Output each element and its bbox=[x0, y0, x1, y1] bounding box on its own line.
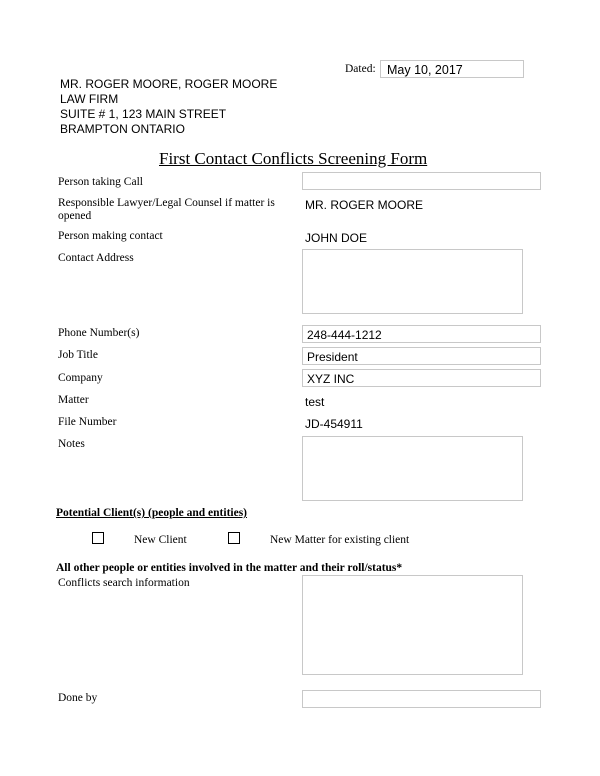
phone-numbers-field[interactable] bbox=[302, 325, 541, 343]
done-by-field[interactable] bbox=[302, 690, 541, 708]
responsible-lawyer-label bbox=[58, 197, 275, 223]
form-title: First Contact Conflicts Screening Form bbox=[159, 149, 428, 168]
potential-clients-heading: Potential Client(s) (people and entities) bbox=[56, 507, 248, 519]
contact-address-field[interactable] bbox=[302, 249, 523, 314]
responsible-lawyer-value[interactable]: MR. ROGER MOORE bbox=[305, 198, 424, 212]
company-field[interactable] bbox=[302, 369, 541, 387]
done-by-label: Done by bbox=[58, 692, 98, 704]
matter-value[interactable]: test bbox=[305, 395, 325, 409]
new-matter-label: New Matter for existing client bbox=[270, 534, 410, 546]
notes-label: Notes bbox=[58, 438, 85, 450]
new-matter-checkbox[interactable] bbox=[228, 532, 240, 544]
others-heading: All other people or entities involved in the matter and their roll/status* bbox=[56, 562, 403, 574]
responsible-lawyer-label-line2: opened bbox=[58, 210, 92, 222]
person-making-contact-value[interactable]: JOHN DOE bbox=[305, 231, 368, 245]
phone-numbers-value: 248-444-1212 bbox=[307, 328, 382, 342]
job-title-field[interactable] bbox=[302, 347, 541, 365]
address-line-1: MR. ROGER MOORE, ROGER MOORE bbox=[60, 77, 278, 91]
responsible-lawyer-label-line1: Responsible Lawyer/Legal Counsel if matter is bbox=[58, 197, 275, 209]
person-taking-call-field[interactable] bbox=[302, 172, 541, 190]
file-number-value[interactable]: JD-454911 bbox=[305, 417, 363, 431]
conflicts-search-label: Conflicts search information bbox=[58, 577, 190, 589]
new-client-checkbox[interactable] bbox=[92, 532, 104, 544]
job-title-label: Job Title bbox=[58, 349, 98, 361]
person-making-contact-label: Person making contact bbox=[58, 230, 163, 242]
dated-label: Dated: bbox=[345, 63, 376, 75]
job-title-value: President bbox=[307, 350, 358, 364]
notes-field[interactable] bbox=[302, 436, 523, 501]
company-value: XYZ INC bbox=[307, 372, 355, 386]
company-label: Company bbox=[58, 372, 103, 384]
new-client-label: New Client bbox=[134, 534, 187, 546]
address-line-2: LAW FIRM bbox=[60, 92, 119, 106]
dated-field[interactable] bbox=[380, 60, 524, 78]
firm-address bbox=[60, 77, 277, 137]
address-line-3: SUITE # 1, 123 MAIN STREET bbox=[60, 107, 227, 121]
phone-numbers-label: Phone Number(s) bbox=[58, 327, 140, 339]
matter-label: Matter bbox=[58, 394, 89, 406]
file-number-label: File Number bbox=[58, 416, 117, 428]
address-line-4: BRAMPTON ONTARIO bbox=[60, 122, 185, 136]
conflicts-search-field[interactable] bbox=[302, 575, 523, 675]
contact-address-label: Contact Address bbox=[58, 252, 134, 264]
person-taking-call-label: Person taking Call bbox=[58, 176, 143, 188]
dated-value: May 10, 2017 bbox=[387, 63, 463, 77]
